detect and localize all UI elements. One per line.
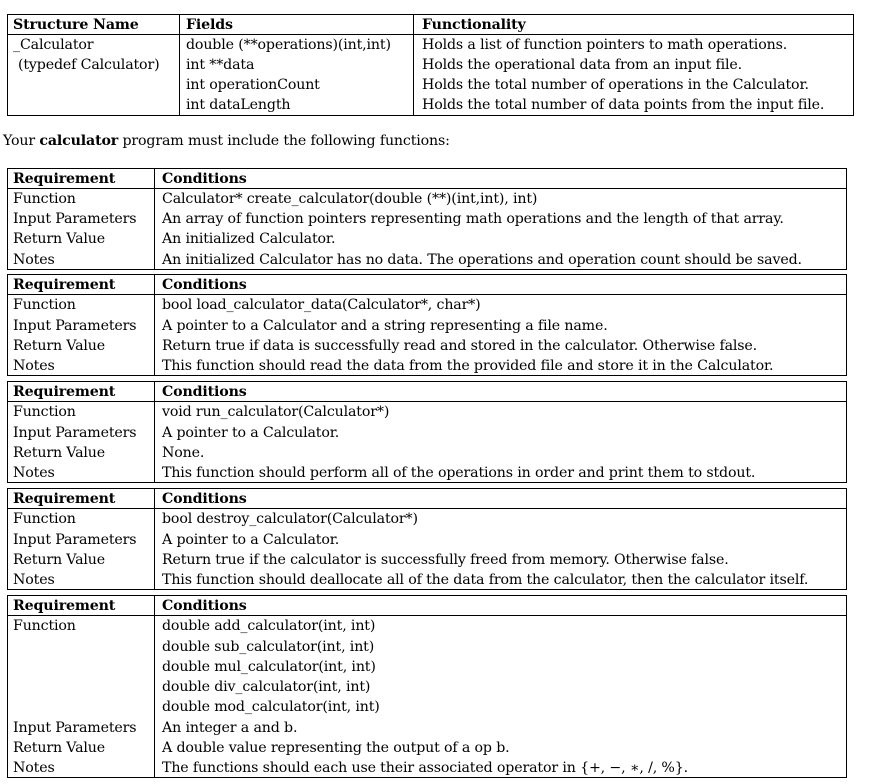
requirement-row-label: Input Parameters (13, 532, 137, 548)
conditions-header: Conditions (162, 384, 247, 400)
requirement-row-label: Function (13, 511, 76, 527)
functionality-item: Holds a list of function pointers to math operations. (422, 37, 788, 53)
structure-typedef: (typedef Calculator) (18, 57, 160, 73)
requirement-row-label: Function (13, 191, 76, 207)
functionality-item: Holds the operational data from an input file. (422, 57, 743, 73)
requirement-row-value: A pointer to a Calculator and a string representing a file name. (162, 318, 608, 334)
structure-name: _Calculator (13, 37, 94, 53)
requirement-row-value: double div_calculator(int, int) (162, 679, 371, 695)
requirement-row-value: Return true if the calculator is successfully freed from memory. Otherwise false. (162, 552, 729, 568)
requirement-row-label: Function (13, 297, 76, 313)
requirement-row-value: A pointer to a Calculator. (162, 532, 340, 548)
requirement-row-label: Function (13, 618, 76, 634)
requirement-row-label: Input Parameters (13, 211, 137, 227)
requirement-row-label: Input Parameters (13, 425, 137, 441)
requirement-row-value: bool destroy_calculator(Calculator*) (162, 511, 418, 527)
intro-suffix: program must include the following functions: (118, 133, 450, 149)
conditions-header: Conditions (162, 171, 247, 187)
requirement-row-value: An initialized Calculator. (162, 231, 336, 247)
requirement-row-value: Calculator* create_calculator(double (**)(int,int), int) (162, 191, 538, 207)
functionality-item: Holds the total number of data points from the input file. (422, 97, 825, 113)
requirement-header: Requirement (13, 384, 116, 400)
requirement-row-label: Notes (13, 358, 55, 374)
requirement-row-value: Return true if data is successfully read and stored in the calculator. Otherwise false. (162, 338, 758, 354)
functionality-item: Holds the total number of operations in the Calculator. (422, 77, 809, 93)
requirement-row-value: A pointer to a Calculator. (162, 425, 340, 441)
requirement-row-value: double mod_calculator(int, int) (162, 699, 380, 715)
requirement-row-value: A double value representing the output of a op b. (162, 740, 510, 756)
requirement-row-value: This function should read the data from the provided file and store it in the Calculator. (162, 358, 774, 374)
field-item: int dataLength (186, 97, 291, 113)
requirement-row-label: Function (13, 404, 76, 420)
field-item: int operationCount (186, 77, 320, 93)
field-item: double (**operations)(int,int) (186, 37, 391, 53)
requirement-row-value: An initialized Calculator has no data. The operations and operation count should be saved. (162, 252, 802, 268)
field-item: int **data (186, 57, 255, 73)
requirement-row-value: An integer a and b. (162, 720, 298, 736)
requirement-row-value: bool load_calculator_data(Calculator*, char*) (162, 297, 481, 313)
requirement-row-value: double sub_calculator(int, int) (162, 639, 375, 655)
intro-paragraph (3, 131, 450, 151)
requirement-row-label: Input Parameters (13, 318, 137, 334)
requirement-header: Requirement (13, 277, 116, 293)
intro-prefix: Your (3, 133, 40, 149)
requirement-row-value: None. (162, 445, 205, 461)
requirement-row-label: Return Value (13, 445, 106, 461)
conditions-header: Conditions (162, 598, 247, 614)
conditions-header: Conditions (162, 491, 247, 507)
requirement-header: Requirement (13, 598, 116, 614)
requirement-row-label: Return Value (13, 740, 106, 756)
functionality-header: Functionality (422, 17, 526, 33)
requirement-row-label: Return Value (13, 338, 106, 354)
requirement-row-label: Notes (13, 465, 55, 481)
requirement-row-label: Input Parameters (13, 720, 137, 736)
requirement-row-label: Notes (13, 252, 55, 268)
fields-header: Fields (186, 17, 233, 33)
conditions-header: Conditions (162, 277, 247, 293)
requirement-row-value: The functions should each use their associated operator in {+, −, ∗, /, %}. (162, 760, 688, 776)
requirement-row-value: double add_calculator(int, int) (162, 618, 376, 634)
requirement-row-label: Notes (13, 572, 55, 588)
requirement-row-label: Return Value (13, 552, 106, 568)
requirement-row-value: This function should deallocate all of the data from the calculator, then the calculator itself. (162, 572, 809, 588)
requirement-row-value: void run_calculator(Calculator*) (162, 404, 390, 420)
requirement-row-value: An array of function pointers representing math operations and the length of that array. (162, 211, 784, 227)
structure-name-header: Structure Name (13, 17, 139, 33)
requirement-row-label: Notes (13, 760, 55, 776)
requirement-row-value: This function should perform all of the operations in order and print them to stdout. (162, 465, 756, 481)
requirement-row-value: double mul_calculator(int, int) (162, 659, 376, 675)
requirement-header: Requirement (13, 491, 116, 507)
intro-program-name: calculator (39, 133, 119, 149)
requirement-header: Requirement (13, 171, 116, 187)
requirement-row-label: Return Value (13, 231, 106, 247)
